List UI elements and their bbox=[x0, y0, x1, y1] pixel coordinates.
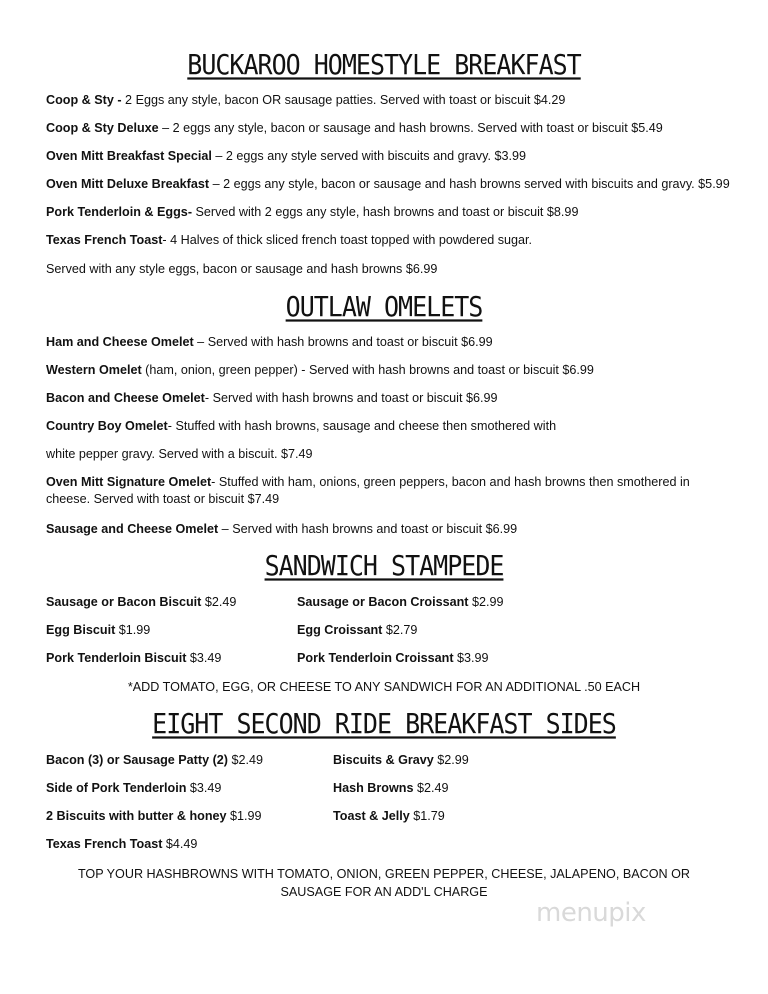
item-name: Pork Tenderloin & Eggs- bbox=[46, 205, 193, 219]
item-price: $2.49 bbox=[227, 753, 263, 767]
item-price: $2.79 bbox=[382, 623, 418, 637]
menu-item bbox=[46, 120, 663, 136]
menu-item bbox=[46, 837, 197, 851]
sides-note: TOP YOUR HASHBROWNS WITH TOMATO, ONION, GREEN PEPPER, CHEESE, JALAPENO, BACON OR SAUSAGE FOR AN ADD'L CHARGE bbox=[77, 867, 691, 899]
item-name: Oven Mitt Breakfast Special bbox=[46, 149, 212, 163]
menu-item bbox=[297, 651, 489, 665]
section-title-breakfast: BUCKAROO HOMESTYLE BREAKFAST bbox=[187, 48, 581, 81]
menu-item bbox=[46, 474, 726, 508]
item-description: Served with 2 eggs any style, hash browns and toast or biscuit $8.99 bbox=[192, 205, 579, 219]
section-title-sandwiches: SANDWICH STAMPEDE bbox=[264, 549, 504, 582]
item-name: Egg Croissant bbox=[297, 623, 383, 637]
item-price: $2.49 bbox=[201, 595, 237, 609]
item-description: – Served with hash browns and toast or biscuit $6.99 bbox=[193, 335, 493, 349]
menu-item bbox=[333, 809, 445, 823]
item-description: - Stuffed with hash browns, sausage and cheese then smothered with bbox=[167, 419, 557, 433]
item-name: Oven Mitt Deluxe Breakfast bbox=[46, 177, 210, 191]
menu-item bbox=[46, 390, 498, 406]
menu-item bbox=[46, 92, 565, 108]
menu-item bbox=[46, 651, 221, 665]
item-continuation: white pepper gravy. Served with a biscuit. $7.49 bbox=[46, 447, 313, 461]
menu-item bbox=[46, 232, 532, 248]
sandwich-note: *ADD TOMATO, EGG, OR CHEESE TO ANY SANDWICH FOR AN ADDITIONAL .50 EACH bbox=[127, 680, 641, 694]
item-name: Sausage and Cheese Omelet bbox=[46, 522, 219, 536]
item-name: Bacon (3) or Sausage Patty (2) bbox=[46, 753, 228, 767]
item-name: 2 Biscuits with butter & honey bbox=[46, 809, 227, 823]
item-name: Bacon and Cheese Omelet bbox=[46, 391, 205, 405]
item-name: Pork Tenderloin Biscuit bbox=[46, 651, 187, 665]
menu-item bbox=[46, 334, 493, 350]
menu-item bbox=[46, 148, 526, 164]
item-name: Egg Biscuit bbox=[46, 623, 116, 637]
item-name: Western Omelet bbox=[46, 363, 142, 377]
item-name: Pork Tenderloin Croissant bbox=[297, 651, 454, 665]
item-description: - 4 Halves of thick sliced french toast topped with powdered sugar. bbox=[162, 233, 533, 247]
item-price: $3.49 bbox=[186, 651, 222, 665]
item-name: Sausage or Bacon Croissant bbox=[297, 595, 469, 609]
item-name: Coop & Sty Deluxe bbox=[46, 121, 159, 135]
item-description: – 2 eggs any style, bacon or sausage and hash browns. Served with toast or biscuit $5.49 bbox=[158, 121, 663, 135]
item-name: Ham and Cheese Omelet bbox=[46, 335, 194, 349]
item-name: Side of Pork Tenderloin bbox=[46, 781, 187, 795]
menu-item bbox=[46, 418, 556, 434]
item-description: - Stuffed with ham, onions, green peppers, bacon and hash browns then smothered in cheese. Served with toast or biscuit $7.49 bbox=[46, 475, 690, 506]
item-description: 2 Eggs any style, bacon OR sausage patties. Served with toast or biscuit $4.29 bbox=[121, 93, 566, 107]
item-price: $2.99 bbox=[468, 595, 504, 609]
section-title-omelets: OUTLAW OMELETS bbox=[285, 290, 483, 323]
item-price: $3.49 bbox=[186, 781, 222, 795]
item-name: Oven Mitt Signature Omelet bbox=[46, 475, 212, 489]
menu-item bbox=[46, 362, 594, 378]
item-name: Country Boy Omelet bbox=[46, 419, 168, 433]
menu-item bbox=[46, 623, 150, 637]
item-price: $2.49 bbox=[413, 781, 449, 795]
item-price: $1.99 bbox=[226, 809, 262, 823]
item-description: – Served with hash browns and toast or biscuit $6.99 bbox=[218, 522, 518, 536]
item-continuation: Served with any style eggs, bacon or sausage and hash browns $6.99 bbox=[46, 262, 438, 276]
item-price: $1.99 bbox=[115, 623, 151, 637]
item-name: Toast & Jelly bbox=[333, 809, 410, 823]
menu-item bbox=[46, 809, 262, 823]
item-description: - Served with hash browns and toast or biscuit $6.99 bbox=[204, 391, 498, 405]
menu-item bbox=[297, 595, 503, 609]
item-description: (ham, onion, green pepper) - Served with hash browns and toast or biscuit $6.99 bbox=[141, 363, 594, 377]
menu-item bbox=[46, 781, 221, 795]
menu-item bbox=[46, 753, 263, 767]
item-description: – 2 eggs any style, bacon or sausage and hash browns served with biscuits and gravy. $5.99 bbox=[209, 177, 730, 191]
item-description: – 2 eggs any style served with biscuits and gravy. $3.99 bbox=[211, 149, 526, 163]
item-name: Coop & Sty - bbox=[46, 93, 122, 107]
menu-item bbox=[46, 204, 578, 220]
menu-item bbox=[46, 176, 730, 192]
item-name: Texas French Toast bbox=[46, 837, 163, 851]
item-price: $3.99 bbox=[453, 651, 489, 665]
menu-item bbox=[46, 595, 236, 609]
item-name: Sausage or Bacon Biscuit bbox=[46, 595, 202, 609]
item-price: $1.79 bbox=[409, 809, 445, 823]
menu-item bbox=[297, 623, 417, 637]
item-name: Biscuits & Gravy bbox=[333, 753, 434, 767]
item-name: Hash Browns bbox=[333, 781, 414, 795]
menu-item bbox=[333, 781, 449, 795]
section-title-sides: EIGHT SECOND RIDE BREAKFAST SIDES bbox=[152, 707, 616, 740]
item-name: Texas French Toast bbox=[46, 233, 163, 247]
item-price: $2.99 bbox=[433, 753, 469, 767]
menu-item bbox=[333, 753, 469, 767]
item-price: $4.49 bbox=[162, 837, 198, 851]
menu-item bbox=[46, 521, 517, 537]
watermark-logo: menupix bbox=[536, 898, 646, 928]
